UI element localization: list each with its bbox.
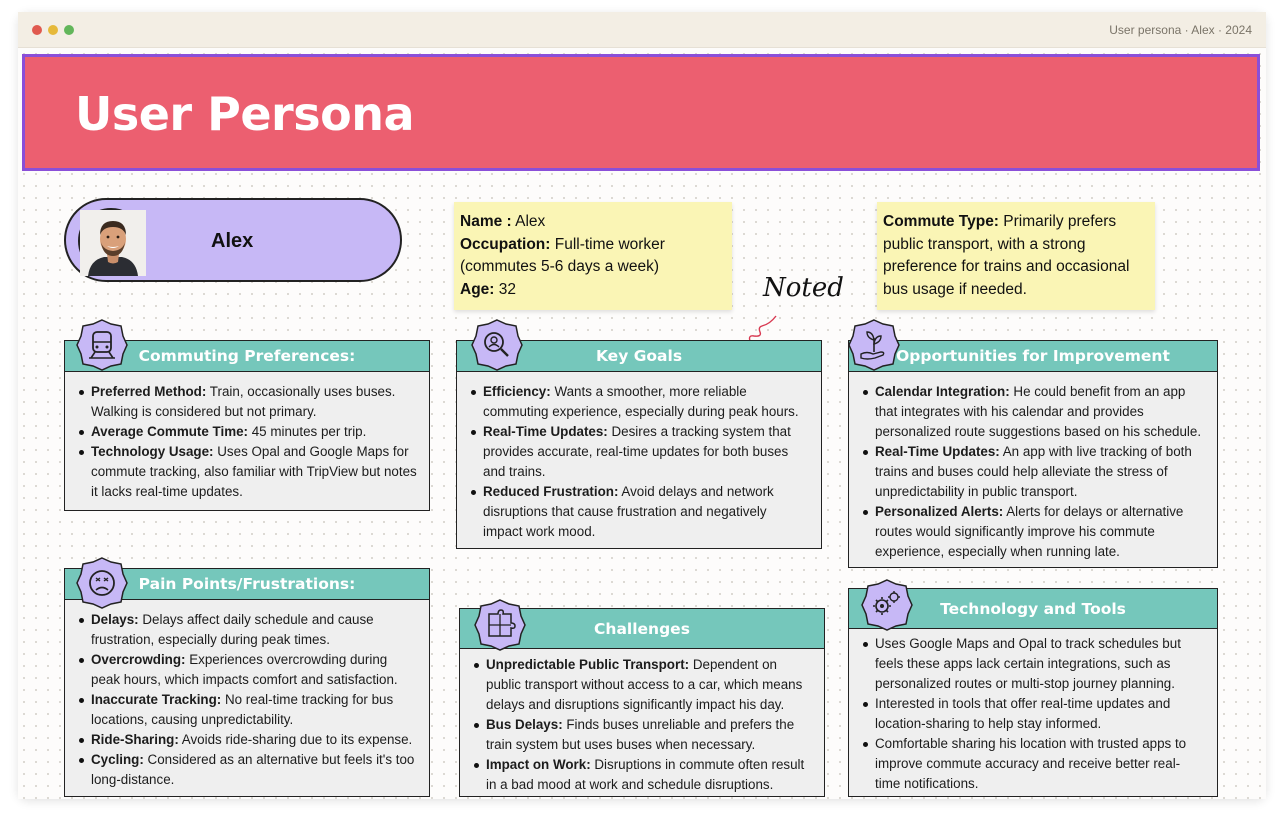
list-item: Calendar Integration: He could benefit from an app that integrates with his calendar and provides personalized route suggestions based on his schedule. xyxy=(861,382,1205,442)
name-value: Alex xyxy=(511,213,546,230)
puzzle-icon xyxy=(473,598,527,652)
commute-type-note xyxy=(877,202,1155,310)
list-item: Overcrowding: Experiences overcrowding during peak hours, which impacts comfort and satisfaction. xyxy=(77,650,417,690)
commute-type-line-1: Primarily prefers xyxy=(998,213,1117,230)
persona-name-pill xyxy=(64,198,402,282)
opportunities-card xyxy=(848,340,1218,568)
list-item: Average Commute Time: 45 minutes per trip. xyxy=(77,422,417,442)
noted-annotation-text: Noted xyxy=(763,273,844,303)
app-window xyxy=(18,12,1266,799)
occupation-note: (commutes 5-6 days a week) xyxy=(460,258,659,275)
window-title: User persona · Alex · 2024 xyxy=(1109,23,1252,37)
list-item: Personalized Alerts: Alerts for delays or alternative routes would significantly improve his commute experience, especially when running late. xyxy=(861,502,1205,562)
minimize-window-button[interactable] xyxy=(48,25,58,35)
list-item: Unpredictable Public Transport: Dependent on public transport without access to a car, which means delays and disruptions significantly impact his day. xyxy=(472,655,812,715)
list-item: Interested in tools that offer real-time updates and location-sharing to help stay informed. xyxy=(861,694,1205,734)
card-title: Pain Points/Frustrations: xyxy=(138,575,356,593)
list-item: Reduced Frustration: Avoid delays and network disruptions that cause frustration and negatively impact work mood. xyxy=(469,482,809,542)
list-item: Real-Time Updates: An app with live tracking of both trains and buses could help alleviate the stress of unpredictability in public transport. xyxy=(861,442,1205,502)
list-item: Efficiency: Wants a smoother, more reliable commuting experience, especially during peak hours. xyxy=(469,382,809,422)
page-title: User Persona xyxy=(75,87,414,141)
list-item: Comfortable sharing his location with trusted apps to improve commute accuracy and receive better real-time notifications. xyxy=(861,734,1205,794)
gears-icon xyxy=(860,578,914,632)
card-title: Challenges xyxy=(594,619,690,638)
commute-type-line-2: public transport, with a strong xyxy=(883,235,1086,253)
occupation-label: Occupation: xyxy=(460,235,551,253)
opportunities-list xyxy=(861,382,1205,562)
list-item: Uses Google Maps and Opal to track schedules but feels these apps lack certain integrations, such as personalized routes or multi-stop journey planning. xyxy=(861,634,1205,694)
maximize-window-button[interactable] xyxy=(64,25,74,35)
growth-icon xyxy=(847,318,901,372)
persona-details-note xyxy=(454,202,732,310)
sad-face-icon xyxy=(75,556,129,610)
challenges-list xyxy=(472,655,812,795)
avatar-portrait-icon xyxy=(80,210,146,276)
header-banner xyxy=(22,54,1260,171)
card-title: Opportunities for Improvement xyxy=(896,347,1170,365)
list-item: Inaccurate Tracking: No real-time tracking for bus locations, causing unpredictability. xyxy=(77,690,417,730)
card-title: Technology and Tools xyxy=(940,599,1126,618)
commute-type-label: Commute Type: xyxy=(883,213,999,230)
train-icon xyxy=(75,318,129,372)
key-goals-list xyxy=(469,382,809,542)
list-item: Impact on Work: Disruptions in commute often result in a bad mood at work and schedule disruptions. xyxy=(472,755,812,795)
close-window-button[interactable] xyxy=(32,25,42,35)
list-item: Cycling: Considered as an alternative but feels it's too long-distance. xyxy=(77,750,417,790)
title-bar xyxy=(18,12,1266,48)
age-label: Age: xyxy=(460,280,495,298)
occupation-value: Full-time worker xyxy=(550,235,665,253)
search-icon xyxy=(470,318,524,372)
commute-type-line-4: bus usage if needed. xyxy=(883,280,1027,298)
list-item: Preferred Method: Train, occasionally uses buses. Walking is considered but not primary. xyxy=(77,382,417,422)
name-label: Name : xyxy=(460,213,512,230)
commute-type-line-3: preference for trains and occasional xyxy=(883,258,1130,275)
persona-canvas xyxy=(18,48,1266,799)
list-item: Technology Usage: Uses Opal and Google Maps for commute tracking, also familiar with TripView but notes it lacks real-time updates. xyxy=(77,442,417,502)
persona-name: Alex xyxy=(211,230,254,252)
age-value: 32 xyxy=(494,280,517,298)
list-item: Delays: Delays affect daily schedule and cause frustration, especially during peak times. xyxy=(77,610,417,650)
pain-points-list xyxy=(77,610,417,790)
technology-tools-list xyxy=(861,634,1205,794)
list-item: Ride-Sharing: Avoids ride-sharing due to its expense. xyxy=(77,730,417,750)
card-title: Commuting Preferences: xyxy=(138,347,356,365)
list-item: Real-Time Updates: Desires a tracking system that provides accurate, real-time updates for both buses and trains. xyxy=(469,422,809,482)
card-title: Key Goals xyxy=(595,347,683,365)
commuting-preferences-list xyxy=(77,382,417,502)
list-item: Bus Delays: Finds buses unreliable and prefers the train system but uses buses when necessary. xyxy=(472,715,812,755)
avatar xyxy=(78,208,144,274)
